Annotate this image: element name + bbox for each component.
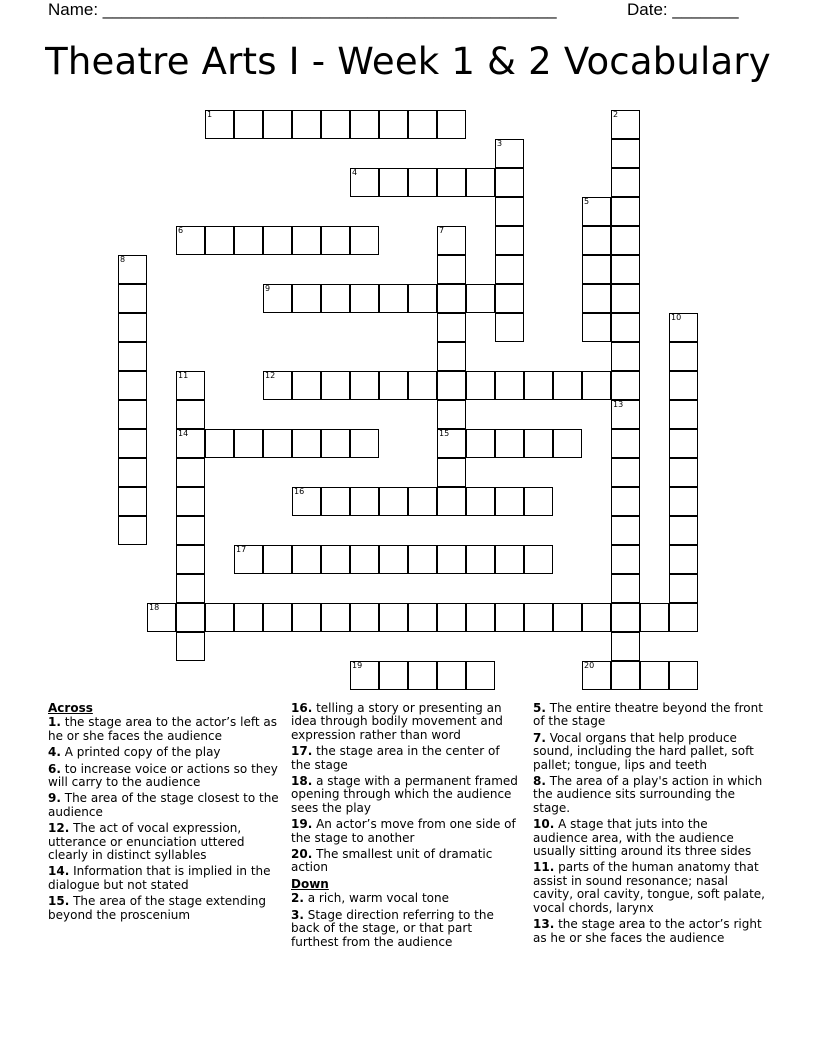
clue-item-text: The act of vocal expression, utterance or enunciation uttered clearly in distinct syllables	[48, 821, 245, 863]
clue-item-text: a stage with a permanent framed opening through which the audience sees the play	[291, 774, 518, 815]
clue-number: 3	[497, 139, 503, 148]
grid-cell[interactable]	[321, 284, 350, 313]
grid-cell[interactable]	[176, 487, 205, 516]
grid-cell[interactable]	[437, 603, 466, 632]
clue-item	[48, 716, 280, 743]
grid-cell[interactable]	[408, 661, 437, 690]
grid-cell[interactable]	[205, 603, 234, 632]
grid-cell[interactable]	[379, 110, 408, 139]
clue-item	[291, 702, 523, 742]
grid-cell[interactable]	[466, 371, 495, 400]
clue-item-text: the stage area in the center of the stage	[291, 744, 500, 772]
grid-cell[interactable]	[118, 342, 147, 371]
grid-cell[interactable]	[669, 371, 698, 400]
grid-cell[interactable]	[611, 110, 640, 139]
clue-item	[533, 818, 765, 858]
grid-cell[interactable]	[379, 661, 408, 690]
clue-item-text: The area of a play's action in which the audience sits surrounding the stage.	[533, 774, 763, 815]
grid-cell[interactable]	[495, 487, 524, 516]
grid-cell[interactable]	[350, 284, 379, 313]
grid-cell[interactable]	[437, 255, 466, 284]
grid-cell[interactable]	[379, 168, 408, 197]
clue-item	[291, 818, 523, 845]
grid-cell[interactable]	[495, 429, 524, 458]
grid-cell[interactable]	[669, 313, 698, 342]
clue-number: 6	[178, 226, 184, 235]
grid-cell[interactable]	[669, 487, 698, 516]
grid-cell[interactable]	[350, 226, 379, 255]
clue-item-number: 5.	[533, 701, 546, 715]
grid-cell[interactable]	[408, 545, 437, 574]
clue-item-number: 14.	[48, 864, 70, 879]
clue-item-number: 12.	[48, 821, 70, 836]
clue-number: 13	[613, 400, 624, 409]
grid-cell[interactable]	[118, 400, 147, 429]
clue-item	[291, 892, 523, 905]
clue-number: 10	[671, 313, 682, 322]
grid-cell[interactable]	[466, 487, 495, 516]
clue-item-text: The entire theatre beyond the front of the stage	[533, 701, 763, 729]
clue-number: 17	[236, 545, 247, 554]
grid-cell[interactable]	[437, 284, 466, 313]
grid-cell[interactable]	[263, 226, 292, 255]
grid-cell[interactable]	[495, 255, 524, 284]
grid-cell[interactable]	[292, 284, 321, 313]
grid-cell[interactable]	[669, 545, 698, 574]
grid-cell[interactable]	[408, 603, 437, 632]
grid-cell[interactable]	[147, 603, 176, 632]
clue-item-number: 20.	[291, 847, 313, 862]
clue-item-text: A printed copy of the play	[60, 745, 221, 760]
clue-number: 14	[178, 429, 189, 438]
grid-cell[interactable]	[611, 574, 640, 603]
clue-item-number: 4.	[48, 745, 61, 760]
clue-number: 9	[265, 284, 271, 293]
clue-item	[533, 775, 765, 815]
clue-item-text: An actor’s move from one side of the stage to another	[291, 817, 516, 845]
clue-item-text: Information that is implied in the dialogue but not stated	[48, 864, 271, 892]
grid-cell[interactable]	[176, 545, 205, 574]
grid-cell[interactable]	[611, 226, 640, 255]
grid-cell[interactable]	[350, 661, 379, 690]
clue-number: 20	[584, 661, 595, 670]
across-clue-list	[48, 716, 280, 922]
grid-cell[interactable]	[408, 487, 437, 516]
clue-item	[48, 865, 280, 892]
clue-item-text: the stage area to the actor’s left as he or she faces the audience	[48, 715, 277, 743]
grid-cell[interactable]	[205, 226, 234, 255]
grid-cell[interactable]	[582, 255, 611, 284]
grid-cell[interactable]	[408, 110, 437, 139]
grid-cell[interactable]	[466, 284, 495, 313]
clue-number: 16	[294, 487, 305, 496]
clue-item-number: 8.	[533, 774, 546, 789]
grid-cell[interactable]	[437, 400, 466, 429]
grid-cell[interactable]	[669, 603, 698, 632]
grid-cell[interactable]	[350, 603, 379, 632]
grid-cell[interactable]	[321, 545, 350, 574]
grid-cell[interactable]	[176, 632, 205, 661]
grid-cell[interactable]	[611, 197, 640, 226]
grid-cell[interactable]	[495, 545, 524, 574]
clues-column-1	[48, 702, 280, 925]
grid-cell[interactable]	[350, 429, 379, 458]
grid-cell[interactable]	[582, 661, 611, 690]
grid-cell[interactable]	[118, 487, 147, 516]
clue-item-text: Vocal organs that help produce sound, including the hard pallet, soft pallet; tongue, lips and teeth	[533, 730, 754, 772]
clue-item-number: 6.	[48, 761, 61, 776]
clues-column-3	[533, 702, 765, 948]
grid-cell[interactable]	[437, 226, 466, 255]
clue-number: 19	[352, 661, 363, 670]
grid-cell[interactable]	[350, 371, 379, 400]
grid-cell[interactable]	[582, 226, 611, 255]
clue-item	[48, 792, 280, 819]
grid-cell[interactable]	[350, 487, 379, 516]
grid-cell[interactable]	[524, 545, 553, 574]
grid-cell[interactable]	[118, 516, 147, 545]
grid-cell[interactable]	[176, 603, 205, 632]
grid-cell[interactable]	[176, 400, 205, 429]
clue-item	[291, 848, 523, 875]
grid-cell[interactable]	[321, 226, 350, 255]
grid-cell[interactable]	[234, 429, 263, 458]
grid-cell[interactable]	[611, 342, 640, 371]
clue-item-text: The area of the stage extending beyond the proscenium	[48, 894, 266, 922]
clue-item	[48, 746, 280, 759]
clue-item-number: 1.	[48, 715, 61, 730]
clue-item	[291, 745, 523, 772]
grid-cell[interactable]	[582, 197, 611, 226]
grid-cell[interactable]	[611, 139, 640, 168]
clue-item	[48, 895, 280, 922]
grid-cell[interactable]	[495, 139, 524, 168]
grid-cell[interactable]	[176, 516, 205, 545]
clue-number: 12	[265, 371, 276, 380]
grid-cell[interactable]	[611, 284, 640, 313]
clue-item-number: 16.	[291, 701, 313, 715]
clue-item-text: A stage that juts into the audience area, with the audience usually sitting around its three sides	[533, 817, 752, 859]
clue-item	[291, 775, 523, 815]
grid-cell[interactable]	[205, 429, 234, 458]
grid-cell[interactable]	[495, 313, 524, 342]
grid-cell[interactable]	[379, 371, 408, 400]
clue-number: 2	[613, 110, 619, 119]
grid-cell[interactable]	[553, 603, 582, 632]
grid-cell[interactable]	[379, 603, 408, 632]
grid-cell[interactable]	[292, 226, 321, 255]
clue-item	[291, 909, 523, 949]
grid-cell[interactable]	[611, 400, 640, 429]
grid-cell[interactable]	[669, 661, 698, 690]
clue-item-text: the stage area to the actor’s right as he or she faces the audience	[533, 917, 762, 945]
grid-cell[interactable]	[466, 661, 495, 690]
clue-item-text: parts of the human anatomy that assist in sound resonance; nasal cavity, oral cavity, tongue, soft palate, vocal chords, larynx	[533, 860, 765, 915]
clue-item-text: Stage direction referring to the back of the stage, or that part furthest from the audience	[291, 907, 494, 949]
grid-cell[interactable]	[611, 603, 640, 632]
date-field[interactable]: Date: _______	[627, 0, 739, 19]
grid-cell[interactable]	[669, 516, 698, 545]
clue-item	[533, 861, 765, 915]
clue-item-number: 9.	[48, 791, 61, 806]
clue-item	[533, 732, 765, 772]
grid-cell[interactable]	[176, 226, 205, 255]
clue-number: 1	[207, 110, 213, 119]
grid-cell[interactable]	[205, 110, 234, 139]
grid-cell[interactable]	[611, 458, 640, 487]
grid-cell[interactable]	[118, 313, 147, 342]
grid-cell[interactable]	[437, 168, 466, 197]
grid-cell[interactable]	[495, 226, 524, 255]
grid-cell[interactable]	[263, 284, 292, 313]
grid-cell[interactable]	[611, 632, 640, 661]
grid-cell[interactable]	[466, 168, 495, 197]
grid-cell[interactable]	[379, 284, 408, 313]
grid-cell[interactable]	[611, 168, 640, 197]
across-clue-list-continued	[291, 702, 523, 875]
grid-cell[interactable]	[524, 371, 553, 400]
grid-cell[interactable]	[118, 429, 147, 458]
clue-item-number: 7.	[533, 730, 546, 745]
grid-cell[interactable]	[234, 545, 263, 574]
grid-cell[interactable]	[321, 603, 350, 632]
grid-cell[interactable]	[437, 487, 466, 516]
clue-item-text: The area of the stage closest to the audience	[48, 791, 279, 819]
grid-cell[interactable]	[408, 284, 437, 313]
grid-cell[interactable]	[379, 545, 408, 574]
name-field[interactable]: Name: ________________________________________________	[48, 0, 557, 19]
clues-column-2	[291, 702, 523, 952]
clue-item-number: 2.	[291, 891, 304, 906]
clue-item-number: 13.	[533, 917, 555, 932]
grid-cell[interactable]	[669, 400, 698, 429]
grid-cell[interactable]	[437, 110, 466, 139]
grid-cell[interactable]	[640, 661, 669, 690]
grid-cell[interactable]	[524, 429, 553, 458]
grid-cell[interactable]	[118, 284, 147, 313]
grid-cell[interactable]	[321, 110, 350, 139]
grid-cell[interactable]	[118, 458, 147, 487]
grid-cell[interactable]	[292, 110, 321, 139]
clue-item-number: 18.	[291, 774, 313, 789]
across-heading: Across	[48, 701, 93, 715]
grid-cell[interactable]	[292, 603, 321, 632]
grid-cell[interactable]	[118, 255, 147, 284]
grid-cell[interactable]	[234, 603, 263, 632]
clue-number: 11	[178, 371, 189, 380]
grid-cell[interactable]	[611, 487, 640, 516]
grid-cell[interactable]	[466, 429, 495, 458]
clue-item-text: to increase voice or actions so they will carry to the audience	[48, 761, 278, 790]
clue-item-number: 10.	[533, 817, 555, 832]
grid-cell[interactable]	[234, 226, 263, 255]
grid-cell[interactable]	[611, 661, 640, 690]
grid-cell[interactable]	[321, 487, 350, 516]
grid-cell[interactable]	[263, 545, 292, 574]
clue-item-number: 15.	[48, 894, 70, 909]
clue-item	[533, 702, 765, 729]
grid-cell[interactable]	[495, 284, 524, 313]
grid-cell[interactable]	[234, 110, 263, 139]
clue-item-number: 17.	[291, 744, 313, 759]
grid-cell[interactable]	[176, 574, 205, 603]
grid-cell[interactable]	[437, 371, 466, 400]
grid-cell[interactable]	[437, 545, 466, 574]
grid-cell[interactable]	[582, 371, 611, 400]
page-title: Theatre Arts I - Week 1 & 2 Vocabulary	[45, 40, 771, 83]
clue-item	[533, 918, 765, 945]
grid-cell[interactable]	[611, 313, 640, 342]
grid-cell[interactable]	[437, 313, 466, 342]
grid-cell[interactable]	[495, 371, 524, 400]
grid-cell[interactable]	[582, 603, 611, 632]
grid-cell[interactable]	[176, 371, 205, 400]
grid-cell[interactable]	[379, 487, 408, 516]
grid-cell[interactable]	[611, 255, 640, 284]
grid-cell[interactable]	[321, 429, 350, 458]
grid-cell[interactable]	[292, 371, 321, 400]
grid-cell[interactable]	[524, 603, 553, 632]
grid-cell[interactable]	[437, 429, 466, 458]
grid-cell[interactable]	[495, 603, 524, 632]
clue-item-text: a rich, warm vocal tone	[303, 891, 449, 906]
grid-cell[interactable]	[611, 429, 640, 458]
clue-number: 5	[584, 197, 590, 206]
clue-item-text: telling a story or presenting an idea through bodily movement and expression rather than word	[291, 701, 503, 742]
grid-cell[interactable]	[524, 487, 553, 516]
down-heading: Down	[291, 876, 329, 891]
grid-cell[interactable]	[408, 371, 437, 400]
grid-cell[interactable]	[350, 168, 379, 197]
clue-number: 4	[352, 168, 358, 177]
grid-cell[interactable]	[118, 371, 147, 400]
grid-cell[interactable]	[553, 371, 582, 400]
grid-cell[interactable]	[350, 110, 379, 139]
grid-cell[interactable]	[437, 342, 466, 371]
grid-cell[interactable]	[437, 661, 466, 690]
grid-cell[interactable]	[611, 545, 640, 574]
clue-item-number: 11.	[533, 860, 555, 875]
clue-number: 15	[439, 429, 450, 438]
clue-item-number: 3.	[291, 907, 304, 922]
grid-cell[interactable]	[437, 458, 466, 487]
grid-cell[interactable]	[466, 545, 495, 574]
grid-cell[interactable]	[582, 313, 611, 342]
grid-cell[interactable]	[263, 603, 292, 632]
grid-cell[interactable]	[553, 429, 582, 458]
grid-cell[interactable]	[640, 603, 669, 632]
clue-item	[48, 822, 280, 862]
grid-cell[interactable]	[292, 545, 321, 574]
grid-cell[interactable]	[582, 284, 611, 313]
grid-cell[interactable]	[611, 516, 640, 545]
grid-cell[interactable]	[263, 371, 292, 400]
grid-cell[interactable]	[263, 429, 292, 458]
clue-number: 7	[439, 226, 445, 235]
clue-item-number: 19.	[291, 817, 313, 832]
grid-cell[interactable]	[466, 603, 495, 632]
grid-cell[interactable]	[292, 429, 321, 458]
grid-cell[interactable]	[292, 487, 321, 516]
down-clue-list-continued	[533, 702, 765, 945]
clue-item-text: The smallest unit of dramatic action	[291, 847, 493, 875]
grid-cell[interactable]	[176, 429, 205, 458]
grid-cell[interactable]	[321, 371, 350, 400]
grid-cell[interactable]	[669, 458, 698, 487]
grid-cell[interactable]	[176, 458, 205, 487]
grid-cell[interactable]	[611, 371, 640, 400]
clue-number: 8	[120, 255, 126, 264]
grid-cell[interactable]	[669, 342, 698, 371]
clue-number: 18	[149, 603, 160, 612]
grid-cell[interactable]	[350, 545, 379, 574]
clue-item	[48, 763, 280, 790]
grid-cell[interactable]	[669, 429, 698, 458]
grid-cell[interactable]	[495, 197, 524, 226]
grid-cell[interactable]	[495, 168, 524, 197]
grid-cell[interactable]	[408, 168, 437, 197]
grid-cell[interactable]	[669, 574, 698, 603]
grid-cell[interactable]	[263, 110, 292, 139]
down-clue-list	[291, 892, 523, 949]
